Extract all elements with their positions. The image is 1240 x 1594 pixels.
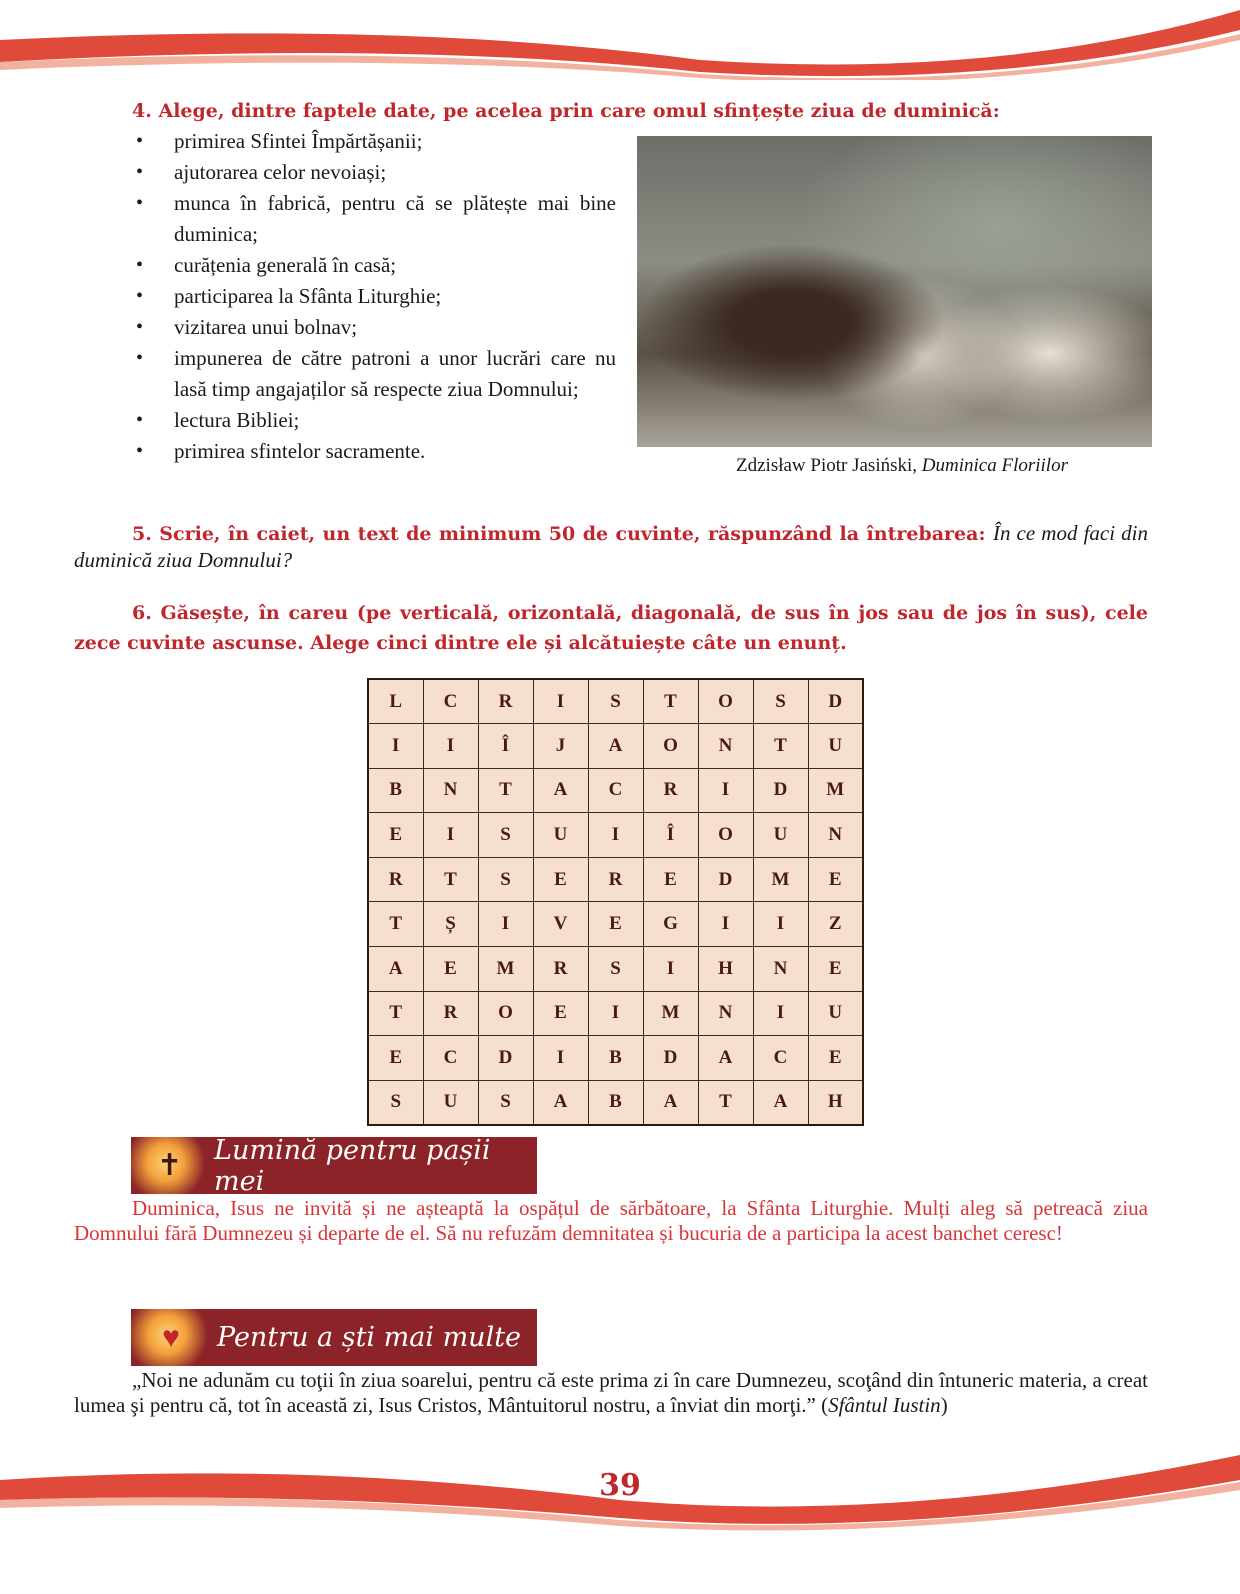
grid-cell: O [698, 813, 753, 858]
grid-row [368, 768, 863, 813]
bible-cross-icon: ✝ [131, 1137, 208, 1194]
painting-image [637, 136, 1152, 447]
grid-cell: T [698, 1080, 753, 1125]
grid-cell: U [808, 724, 863, 769]
exercise-5 [74, 520, 1148, 573]
page-number: 39 [599, 1468, 641, 1503]
grid-row [368, 991, 863, 1036]
quote-text [74, 1368, 1148, 1418]
grid-cell: U [533, 813, 588, 858]
word-search-grid [367, 678, 864, 1126]
grid-row [368, 724, 863, 769]
grid-cell: E [368, 813, 423, 858]
grid-cell: I [753, 991, 808, 1036]
grid-cell: T [368, 991, 423, 1036]
grid-cell: I [698, 902, 753, 947]
grid-cell: O [698, 679, 753, 724]
exercise-4-title: 4. Alege, dintre faptele date, pe acelea prin care omul sfințește ziua de duminică: [132, 100, 1000, 122]
grid-cell: R [478, 679, 533, 724]
banner-title: Pentru a ști mai multe [217, 1322, 522, 1353]
grid-cell: I [753, 902, 808, 947]
grid-cell: R [533, 947, 588, 992]
grid-cell: D [478, 1036, 533, 1081]
grid-cell: S [478, 813, 533, 858]
grid-cell: E [643, 857, 698, 902]
list-item: • participarea la Sfânta Liturghie; [136, 281, 616, 312]
grid-cell: E [533, 857, 588, 902]
grid-cell: C [588, 768, 643, 813]
exercise-6-title: 6. Găsește, în careu (pe verticală, orizontală, diagonală, de sus în jos sau de jos în sus), cele zece cuvinte ascunse. Alege cinci dintre ele și alcătuiește câte un enunț. [74, 602, 1148, 654]
grid-cell: C [423, 1036, 478, 1081]
grid-cell: N [698, 724, 753, 769]
grid-cell: H [698, 947, 753, 992]
list-item: • lectura Bibliei; [136, 405, 616, 436]
grid-cell: H [808, 1080, 863, 1125]
list-item: • curățenia generală în casă; [136, 250, 616, 281]
grid-cell: S [588, 679, 643, 724]
grid-row [368, 857, 863, 902]
grid-cell: D [808, 679, 863, 724]
grid-cell: I [533, 1036, 588, 1081]
list-item: • impunerea de către patroni a unor lucrări care nu lasă timp angajaților să respecte ziua Domnului; [136, 343, 616, 405]
grid-cell: B [368, 768, 423, 813]
grid-cell: T [368, 902, 423, 947]
top-wave-decoration [0, 0, 1240, 80]
grid-cell: A [533, 768, 588, 813]
grid-cell: C [423, 679, 478, 724]
quote-source: Sfântul Iustin [828, 1393, 941, 1417]
quote: „Noi ne adunăm cu toţii în ziua soarelui, pentru că este prima zi în care Dumnezeu, scoţând din întuneric materia, a creat lumea şi pentru că, tot în această zi, Isus Cristos, Mântuitorul nostru, a înviat din morţi.” ( [74, 1368, 1148, 1417]
grid-cell: Î [478, 724, 533, 769]
grid-cell: E [808, 857, 863, 902]
grid-cell: E [423, 947, 478, 992]
grid-cell: I [368, 724, 423, 769]
quote-close: ) [940, 1393, 948, 1417]
grid-cell: G [643, 902, 698, 947]
grid-cell: D [643, 1036, 698, 1081]
grid-cell: S [478, 857, 533, 902]
grid-cell: B [588, 1036, 643, 1081]
grid-cell: U [808, 991, 863, 1036]
grid-cell: E [368, 1036, 423, 1081]
list-item: • primirea sfintelor sacramente. [136, 436, 616, 467]
grid-cell: S [368, 1080, 423, 1125]
grid-cell: E [808, 947, 863, 992]
grid-cell: I [588, 991, 643, 1036]
caption-title: Duminica Floriilor [921, 455, 1068, 476]
grid-cell: D [698, 857, 753, 902]
caption-author: Zdzisław Piotr Jasiński, [736, 455, 922, 476]
exercise-4-list [136, 126, 616, 467]
grid-cell: T [753, 724, 808, 769]
grid-cell: T [478, 768, 533, 813]
grid-cell: A [533, 1080, 588, 1125]
grid-cell: B [588, 1080, 643, 1125]
list-item: • vizitarea unui bolnav; [136, 312, 616, 343]
grid-cell: S [478, 1080, 533, 1125]
grid-cell: N [698, 991, 753, 1036]
list-item: • primirea Sfintei Împărtășanii; [136, 126, 616, 157]
grid-cell: E [588, 902, 643, 947]
grid-cell: Î [643, 813, 698, 858]
grid-cell: I [478, 902, 533, 947]
grid-cell: N [423, 768, 478, 813]
grid-cell: T [643, 679, 698, 724]
grid-cell: Z [808, 902, 863, 947]
grid-cell: R [368, 857, 423, 902]
grid-row [368, 1036, 863, 1081]
grid-row [368, 1080, 863, 1125]
grid-cell: A [698, 1036, 753, 1081]
grid-cell: L [368, 679, 423, 724]
grid-cell: A [643, 1080, 698, 1125]
grid-cell: I [423, 724, 478, 769]
grid-cell: C [753, 1036, 808, 1081]
grid-cell: R [643, 768, 698, 813]
grid-cell: A [753, 1080, 808, 1125]
banner-lumina-text: Duminica, Isus ne invită și ne așteaptă la ospățul de sărbătoare, la Sfânta Liturghie. Mulți aleg să petreacă ziua Domnului fără Dumnezeu și departe de el. Să nu refuzăm demnitatea și bucuria de a participa la acest banchet ceresc! [74, 1196, 1148, 1245]
grid-cell: I [423, 813, 478, 858]
grid-cell: M [478, 947, 533, 992]
grid-cell: N [808, 813, 863, 858]
grid-cell: V [533, 902, 588, 947]
grid-cell: T [423, 857, 478, 902]
grid-cell: M [643, 991, 698, 1036]
grid-cell: I [588, 813, 643, 858]
banner-lumina [131, 1134, 537, 1197]
grid-cell: J [533, 724, 588, 769]
grid-row [368, 947, 863, 992]
grid-cell: I [533, 679, 588, 724]
grid-cell: E [808, 1036, 863, 1081]
list-item: • ajutorarea celor nevoiași; [136, 157, 616, 188]
grid-cell: A [588, 724, 643, 769]
banner-title: Lumină pentru pașii mei [214, 1134, 491, 1197]
grid-cell: Ș [423, 902, 478, 947]
grid-cell: A [368, 947, 423, 992]
image-caption [637, 455, 1167, 477]
grid-cell: U [753, 813, 808, 858]
list-item: • munca în fabrică, pentru că se plătește mai bine duminica; [136, 188, 616, 250]
banner-pentru-a-sti [131, 1309, 537, 1366]
grid-row [368, 679, 863, 724]
exercise-5-title: 5. Scrie, în caiet, un text de minimum 50 de cuvinte, răspunzând la întrebarea: [132, 523, 993, 545]
grid-cell: I [698, 768, 753, 813]
grid-cell: E [533, 991, 588, 1036]
grid-cell: M [808, 768, 863, 813]
heart-book-icon: ♥ [131, 1309, 211, 1366]
grid-row [368, 813, 863, 858]
grid-cell: M [753, 857, 808, 902]
grid-cell: R [588, 857, 643, 902]
grid-cell: R [423, 991, 478, 1036]
grid-cell: S [588, 947, 643, 992]
grid-cell: O [643, 724, 698, 769]
grid-cell: I [643, 947, 698, 992]
grid-cell: N [753, 947, 808, 992]
grid-cell: O [478, 991, 533, 1036]
grid-cell: D [753, 768, 808, 813]
exercise-5-question: În ce mod faci din duminică ziua Domnului? [74, 521, 1149, 572]
grid-cell: S [753, 679, 808, 724]
grid-cell: U [423, 1080, 478, 1125]
grid-row [368, 902, 863, 947]
